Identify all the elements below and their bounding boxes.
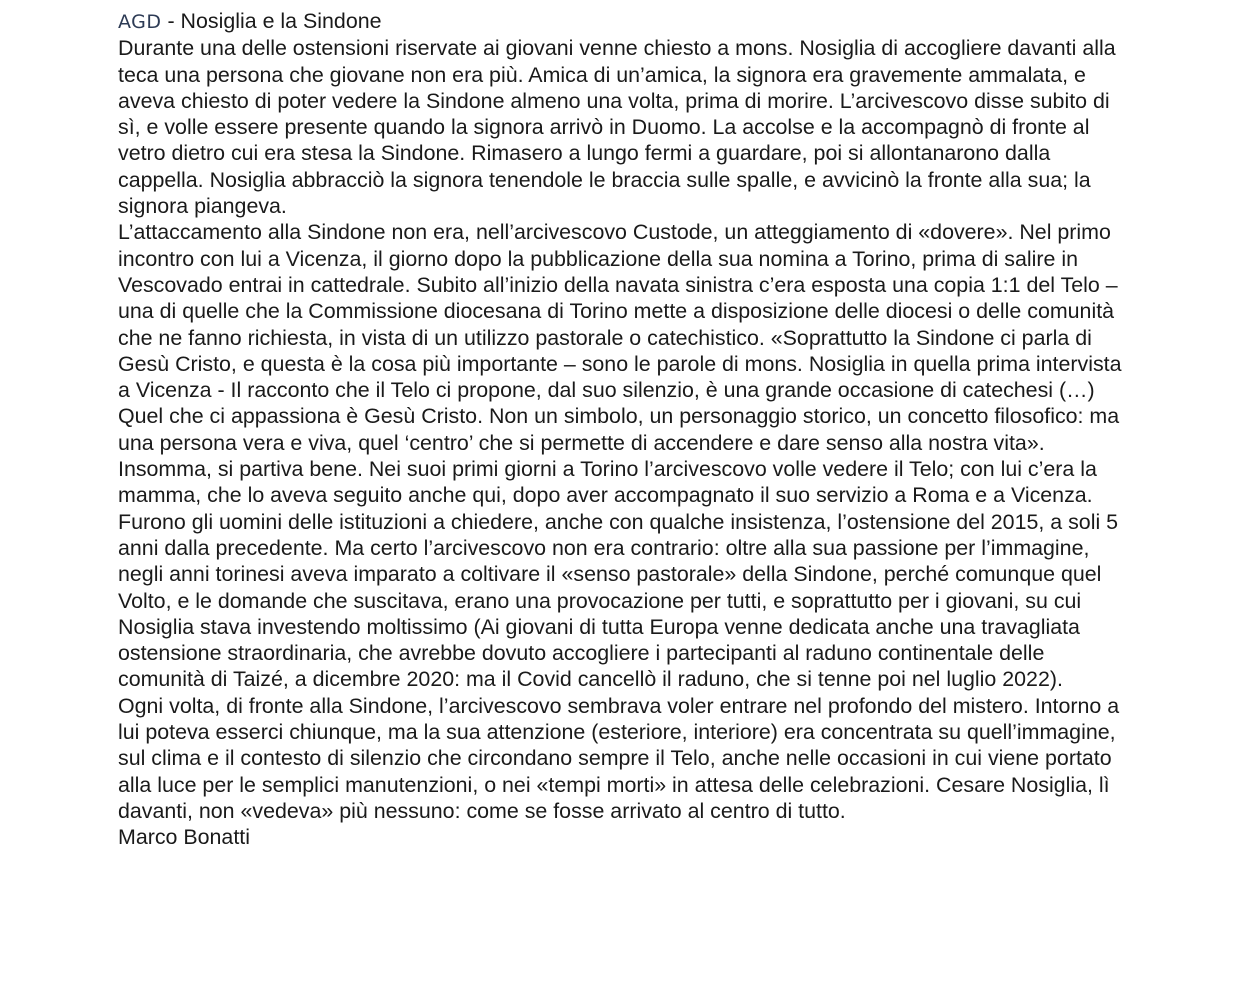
article-header bbox=[118, 8, 1128, 35]
paragraph-2: L’attaccamento alla Sindone non era, nell’arcivescovo Custode, un atteggiamento di «dovere». Nel primo incontro con lui a Vicenza, il giorno dopo la pubblicazione della sua nomina a Torino, prima di salire in Vescovado entrai in cattedrale. Subito all’inizio della navata sinistra c’era esposta una copia 1:1 del Telo – una di quelle che la Commissione diocesana di Torino mette a disposizione delle diocesi o delle comunità che ne fanno richiesta, in vista di un utilizzo pastorale o catechistico. «Soprattutto la Sindone ci parla di Gesù Cristo, e questa è la cosa più importante – sono le parole di mons. Nosiglia in quella prima intervista a Vicenza - Il racconto che il Telo ci propone, dal suo silenzio, è una grande occasione di catechesi (…) Quel che ci appassiona è Gesù Cristo. Non un simbolo, un personaggio storico, un concetto filosofico: ma una persona vera e viva, quel ‘centro’ che si permette di accendere e dare senso alla nostra vita». bbox=[118, 220, 1122, 455]
paragraph-4: Furono gli uomini delle istituzioni a chiedere, anche con qualche insistenza, l’ostensione del 2015, a soli 5 anni dalla precedente. Ma certo l’arcivescovo non era contrario: oltre alla sua passione per l’immagine, negli anni torinesi aveva imparato a coltivare il «senso pastorale» della Sindone, perché comunque quel Volto, e le domande che suscitava, erano una provocazione per tutti, e soprattutto per i giovani, su cui Nosiglia stava investendo moltissimo (Ai giovani di tutta Europa venne dedicata anche una travagliata ostensione straordinaria, che avrebbe dovuto accogliere i partecipanti al raduno continentale delle comunità di Taizé, a dicembre 2020: ma il Covid cancellò il raduno, che si tenne poi nel luglio 2022). bbox=[118, 509, 1119, 692]
article bbox=[118, 8, 1128, 851]
article-title: - Nosiglia e la Sindone bbox=[161, 9, 382, 33]
paragraph-1: Durante una delle ostensioni riservate ai giovani venne chiesto a mons. Nosiglia di accogliere davanti alla teca una persona che giovane non era più. Amica di un’amica, la signora era gravemente ammalata, e aveva chiesto di poter vedere la Sindone almeno una volta, prima di morire. L’arcivescovo disse subito di sì, e volle essere presente quando la signora arrivò in Duomo. La accolse e la accompagnò di fronte al vetro dietro cui era stesa la Sindone. Rimasero a lungo fermi a guardare, poi si allontanarono dalla cappella. Nosiglia abbracciò la signora tenendole le braccia sulle spalle, e avvicinò la fronte alla sua; la signora piangeva. bbox=[118, 36, 1116, 219]
paragraph-5: Ogni volta, di fronte alla Sindone, l’arcivescovo sembrava voler entrare nel profondo del mistero. Intorno a lui poteva esserci chiunque, ma la sua attenzione (esteriore, interiore) era concentrata su quell’immagine, sul clima e il contesto di silenzio che circondano sempre il Telo, anche nelle occasioni in cui viene portato alla luce per le semplici manutenzioni, o nei «tempi morti» in attesa delle celebrazioni. Cesare Nosiglia, lì davanti, non «vedeva» più nessuno: come se fosse arrivato al centro di tutto. bbox=[118, 693, 1120, 823]
source-label: AGD bbox=[118, 11, 162, 33]
author-signature: Marco Bonatti bbox=[118, 825, 250, 850]
paragraph-3: Insomma, si partiva bene. Nei suoi primi giorni a Torino l’arcivescovo volle vedere il Telo; con lui c’era la mamma, che lo aveva seguito anche qui, dopo aver accompagnato il suo servizio a Roma e a Vicenza. bbox=[118, 457, 1097, 508]
